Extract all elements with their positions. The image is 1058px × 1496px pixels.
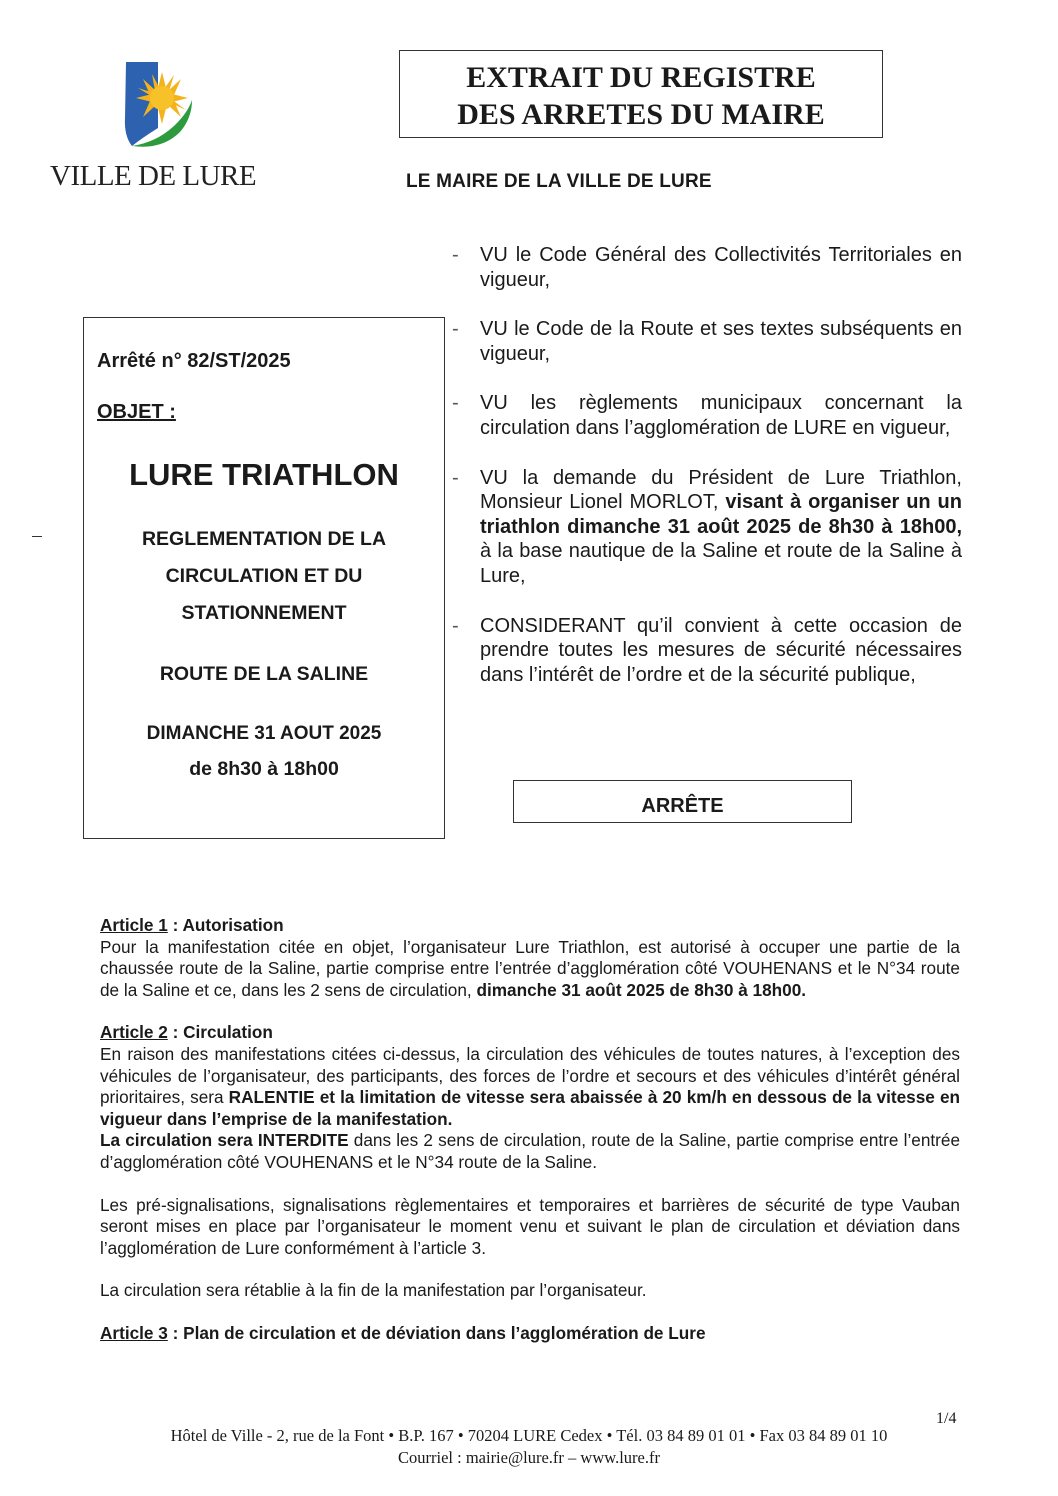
footer-address: Hôtel de Ville - 2, rue de la Font • B.P. 167 • 70204 LURE Cedex • Tél. 03 84 89 01 01 • Fax 03 84 89 01 10 <box>170 1426 888 1445</box>
consideration-text: VU les règlements municipaux concernant la circulation dans l’agglomération de LURE en vigueur, <box>480 392 962 439</box>
article-1-label: Article 1 <box>100 915 168 935</box>
list-dash: - <box>452 614 459 637</box>
article-2-bold-text: RALENTIE et la limitation de vitesse sera abaissée à 20 km/h en dessous de la vitesse en vigueur dans l’emprise de la manifestation. <box>100 1087 961 1129</box>
article-3-label: Article 3 <box>100 1322 168 1343</box>
register-title-line1: EXTRAIT DU REGISTRE <box>466 61 816 94</box>
article-3-title: : Plan de circulation et de déviation dans l’agglomération de Lure <box>167 1322 706 1343</box>
article-1-bold-text: dimanche 31 août 2025 de 8h30 à 18h00. <box>476 979 807 1000</box>
article-2-heading <box>100 1022 960 1044</box>
consideration-item <box>452 243 962 292</box>
regulation-line-1: REGLEMENTATION DE LA <box>141 528 387 550</box>
article-2-text: En raison des manifestations citées ci-dessus, la circulation des véhicules de toutes natures, à l’exception des véhicules de l’organisateur, des participants, des forces de l’ordre et secours et des véhicules d’intérêt général prioritaires, sera <box>100 1043 960 1108</box>
decree-number: Arrêté n° 82/ST/2025 <box>97 350 291 372</box>
consideration-item <box>452 614 962 688</box>
event-title: LURE TRIATHLON <box>129 457 399 492</box>
decree-location: ROUTE DE LA SALINE <box>159 663 369 685</box>
consideration-item <box>452 317 962 366</box>
list-dash: - <box>452 244 459 266</box>
article-1-body <box>100 937 960 1002</box>
article-2-paragraph-3: La circulation sera rétablie à la fin de la manifestation par l’organisateur. <box>100 1280 647 1301</box>
sun-icon <box>136 72 188 124</box>
register-title-line2: DES ARRETES DU MAIRE <box>457 98 825 131</box>
arrete-heading-box <box>513 780 852 823</box>
arrete-heading: ARRÊTE <box>641 795 724 817</box>
decree-date: DIMANCHE 31 AOUT 2025 <box>146 723 382 744</box>
register-title-box <box>399 50 883 138</box>
page-number: 1/4 <box>936 1410 957 1427</box>
regulation-line-2: CIRCULATION ET DU <box>165 565 363 587</box>
margin-mark <box>32 536 42 537</box>
article-2-body-2 <box>100 1130 960 1173</box>
list-dash: - <box>452 466 459 489</box>
considerations-list <box>452 243 962 712</box>
consideration-item <box>452 391 962 440</box>
article-2-text-2: dans les 2 sens de circulation, route de la Saline, partie comprise entre l’entrée d’agglomération côté VOUHENANS et le N°34 route de la Saline. <box>100 1130 960 1172</box>
article-1-title: : Autorisation <box>167 915 284 935</box>
article-1-heading <box>100 915 960 937</box>
list-dash: - <box>452 392 459 415</box>
articles-section <box>100 915 960 1345</box>
consideration-item <box>452 466 962 589</box>
footer-contact: Courriel : mairie@lure.fr – www.lure.fr <box>398 1448 660 1467</box>
article-2-title: : Circulation <box>167 1022 273 1043</box>
consideration-bold-text: visant à organiser un un triathlon dimanche 31 août 2025 de 8h30 à 18h00, <box>480 491 962 538</box>
consideration-text: VU le Code de la Route et ses textes subséquents en vigueur, <box>480 318 962 365</box>
article-2-label: Article 2 <box>100 1022 168 1043</box>
consideration-text: à la base nautique de la Saline et route de la Saline à Lure, <box>480 540 962 587</box>
objet-label: OBJET : <box>97 401 176 423</box>
article-3-heading <box>100 1323 960 1345</box>
lure-coat-of-arms-logo <box>118 58 208 154</box>
article-1-text: Pour la manifestation citée en objet, l’organisateur Lure Triathlon, est autorisé à occuper une partie de la chaussée route de la Saline, partie comprise entre l’entrée d’agglomération côté VOUHENANS et le N°34 route de la Saline et ce, dans les 2 sens de circulation, <box>100 936 960 1000</box>
decree-hours: de 8h30 à 18h00 <box>189 758 339 780</box>
article-2-body <box>100 1044 960 1130</box>
consideration-text: VU le Code Général des Collectivités Territoriales en vigueur, <box>480 244 962 291</box>
article-2-bold-text-2: La circulation sera INTERDITE <box>100 1130 349 1151</box>
town-name: VILLE DE LURE <box>50 160 257 192</box>
regulation-line-3: STATIONNEMENT <box>181 602 347 624</box>
list-dash: - <box>452 318 459 341</box>
consideration-text: VU la demande du Président de Lure Triathlon, Monsieur Lionel MORLOT, <box>480 466 962 514</box>
article-2-paragraph-2: Les pré-signalisations, signalisations règlementaires et temporaires et barrières de sécurité de type Vauban seront mises en place par l’organisateur le moment venu et suivant le plan de circulation et déviation dans l’agglomération de Lure conformément à l’article 3. <box>100 1194 960 1258</box>
maire-heading: LE MAIRE DE LA VILLE DE LURE <box>406 171 712 192</box>
consideration-text: CONSIDERANT qu’il convient à cette occasion de prendre toutes les mesures de sécurité nécessaires dans l’intérêt de l’ordre et de la sécurité publique, <box>480 614 962 686</box>
